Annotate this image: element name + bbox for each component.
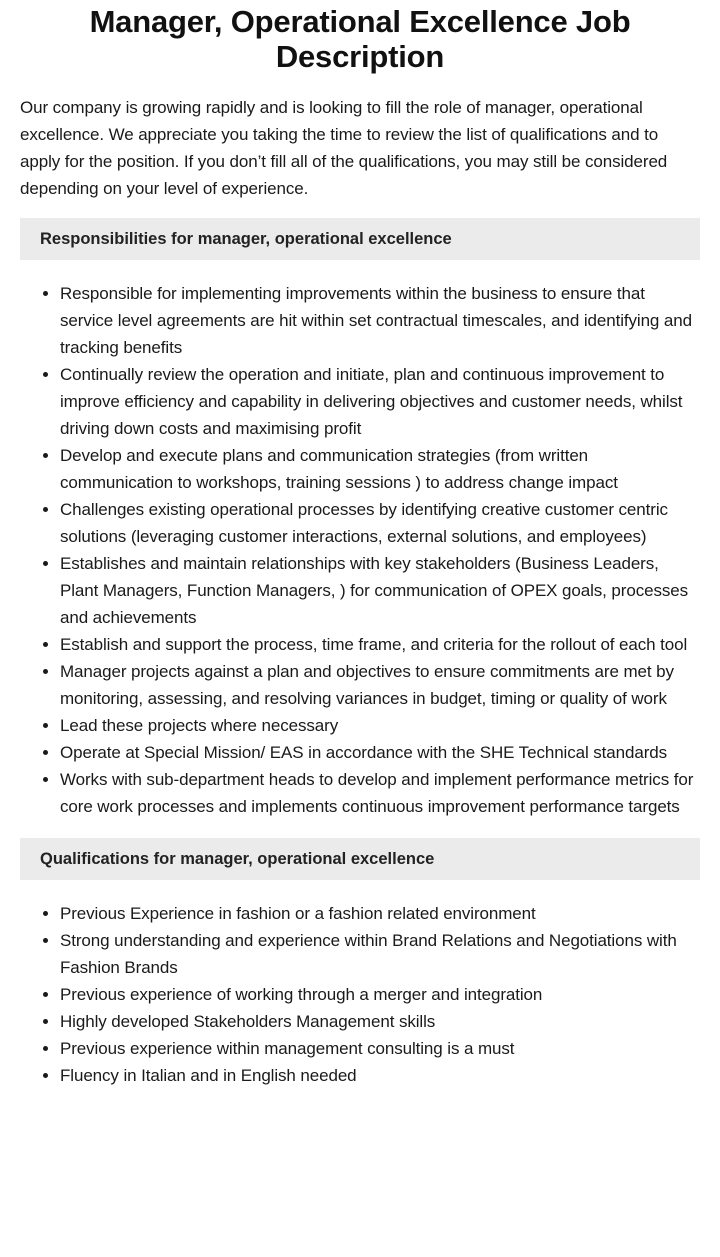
list-item: • Previous experience within management consulting is a must [60, 1035, 700, 1062]
list-item: • Establish and support the process, time frame, and criteria for the rollout of each tool [60, 631, 700, 658]
responsibilities-heading: Responsibilities for manager, operational excellence [20, 218, 700, 260]
list-item: • Responsible for implementing improvements within the business to ensure that service level agreements are hit within set contractual timescales, and identifying and tracking benefits [60, 280, 700, 361]
list-item: • Develop and execute plans and communication strategies (from written communication to workshops, training sessions ) to address change impact [60, 442, 700, 496]
list-item: • Lead these projects where necessary [60, 712, 700, 739]
intro-paragraph: Our company is growing rapidly and is looking to fill the role of manager, operational excellence. We appreciate you taking the time to review the list of qualifications and to apply for the position. If you don’t fill all of the qualifications, you may still be considered depending on your level of experience. [20, 98, 668, 198]
page-title: Manager, Operational Excellence Job Description [89, 4, 631, 74]
list-item: • Challenges existing operational processes by identifying creative customer centric solutions (leveraging customer interactions, external solutions, and employees) [60, 496, 700, 550]
list-item: • Previous experience of working through a merger and integration [60, 981, 700, 1008]
list-item: • Continually review the operation and initiate, plan and continuous improvement to improve efficiency and capability in delivering objectives and customer needs, whilst driving down costs and maximising profit [60, 361, 700, 442]
qualifications-heading: Qualifications for manager, operational excellence [20, 838, 700, 880]
responsibilities-list [20, 280, 700, 820]
list-item: • Manager projects against a plan and objectives to ensure commitments are met by monitoring, assessing, and resolving variances in budget, timing or quality of work [60, 658, 700, 712]
list-item: • Highly developed Stakeholders Management skills [60, 1008, 700, 1035]
list-item: • Works with sub-department heads to develop and implement performance metrics for core work processes and implements continuous improvement performance targets [60, 766, 700, 820]
list-item: • Establishes and maintain relationships with key stakeholders (Business Leaders, Plant Managers, Function Managers, ) for communication of OPEX goals, processes and achievements [60, 550, 700, 631]
list-item: • Fluency in Italian and in English needed [60, 1062, 700, 1089]
list-item: • Previous Experience in fashion or a fashion related environment [60, 900, 700, 927]
list-item: • Strong understanding and experience within Brand Relations and Negotiations with Fashion Brands [60, 927, 700, 981]
job-description [0, 4, 720, 1089]
list-item: • Operate at Special Mission/ EAS in accordance with the SHE Technical standards [60, 739, 700, 766]
qualifications-list [20, 900, 700, 1089]
